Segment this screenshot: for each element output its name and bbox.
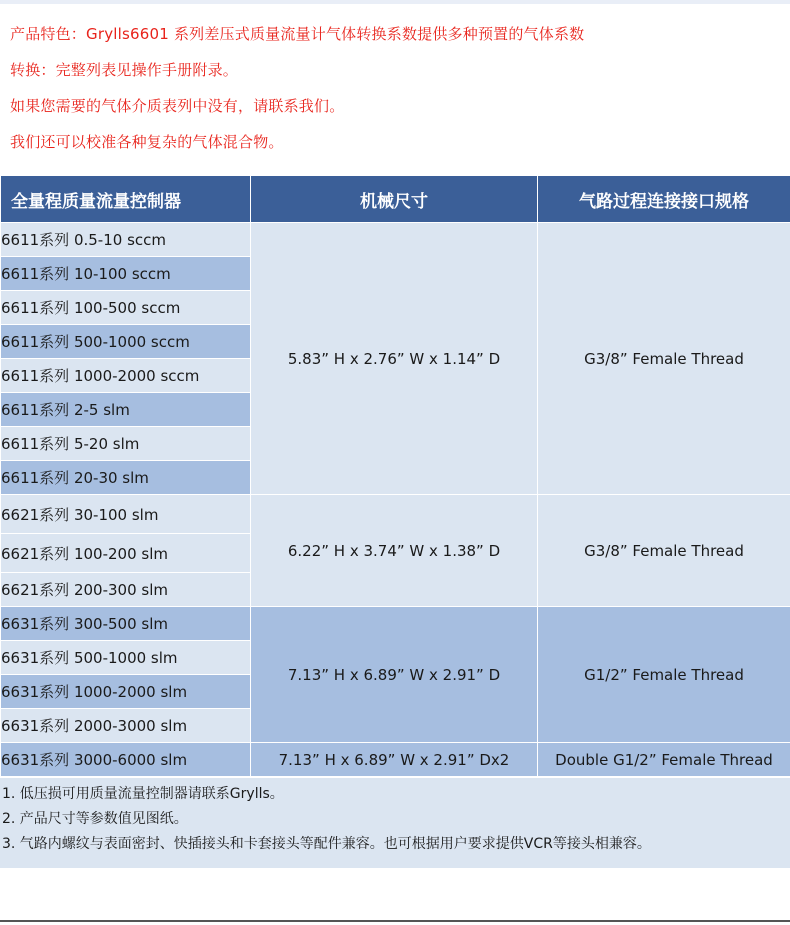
connection-cell: Double G1/2” Female Thread [538,743,790,777]
header-connection: 气路过程连接接口规格 [538,176,790,223]
model-cell: 6611系列 5-20 slm [1,427,251,461]
note-low-pressure: 1. 低压损可用质量流量控制器请联系Grylls。 [2,786,284,802]
table-row [1,607,790,641]
model-cell: 6611系列 2-5 slm [1,393,251,427]
model-cell: 6621系列 200-300 slm [1,573,251,607]
notes-section [0,778,790,868]
connection-cell: G1/2” Female Thread [538,607,790,743]
header-dimensions: 机械尺寸 [251,176,538,223]
model-cell: 6631系列 2000-3000 slm [1,709,251,743]
intro-line-features: 产品特色：Grylls6601 系列差压式质量流量计气体转换系数提供多种预置的气体系数 [10,25,585,43]
spec-table [0,175,790,777]
note-dimensions: 2. 产品尺寸等参数值见图纸。 [2,811,188,827]
table-header-row [1,176,790,223]
dimension-cell: 7.13” H x 6.89” W x 2.91” Dx2 [251,743,538,777]
model-cell: 6611系列 1000-2000 sccm [1,359,251,393]
connection-cell: G3/8” Female Thread [538,495,790,607]
model-cell: 6631系列 500-1000 slm [1,641,251,675]
model-cell: 6631系列 1000-2000 slm [1,675,251,709]
table-row [1,743,790,777]
model-cell: 6631系列 300-500 slm [1,607,251,641]
dimension-cell: 5.83” H x 2.76” W x 1.14” D [251,223,538,495]
model-cell: 6621系列 100-200 slm [1,534,251,573]
bottom-divider [0,920,790,922]
model-cell: 6611系列 500-1000 sccm [1,325,251,359]
header-controller: 全量程质量流量控制器 [1,176,251,223]
intro-line-mixtures: 我们还可以校准各种复杂的气体混合物。 [10,133,284,151]
model-cell: 6621系列 30-100 slm [1,495,251,534]
model-cell: 6631系列 3000-6000 slm [1,743,251,777]
top-divider [0,0,790,4]
note-compatibility: 3. 气路内螺纹与表面密封、快插接头和卡套接头等配件兼容。也可根据用户要求提供VCR等接头相兼容。 [2,836,651,852]
table-row [1,495,790,534]
model-cell: 6611系列 10-100 sccm [1,257,251,291]
model-cell: 6611系列 20-30 slm [1,461,251,495]
model-cell: 6611系列 0.5-10 sccm [1,223,251,257]
dimension-cell: 6.22” H x 3.74” W x 1.38” D [251,495,538,607]
product-intro [10,22,780,166]
dimension-cell: 7.13” H x 6.89” W x 2.91” D [251,607,538,743]
table-row [1,223,790,257]
model-cell: 6611系列 100-500 sccm [1,291,251,325]
intro-line-contact: 如果您需要的气体介质表列中没有，请联系我们。 [10,97,345,115]
connection-cell: G3/8” Female Thread [538,223,790,495]
intro-line-conversion: 转换：完整列表见操作手册附录。 [10,61,239,79]
